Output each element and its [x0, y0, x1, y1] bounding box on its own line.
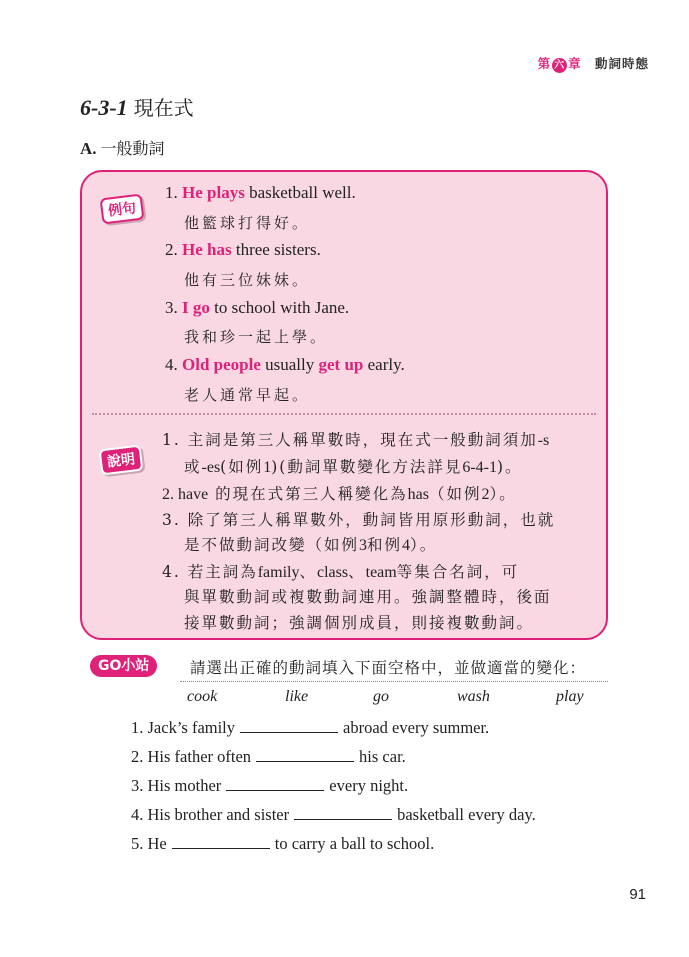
- example-1-num: 1.: [165, 183, 178, 202]
- exercise-3: [131, 776, 408, 796]
- subsection-title: [80, 136, 165, 159]
- note-1-ref-open: (如例: [220, 458, 264, 476]
- note-2-text: 的現在式第三人稱變化為: [208, 485, 408, 503]
- box-divider: [92, 413, 596, 415]
- word-play: play: [556, 688, 584, 705]
- example-3: [165, 298, 349, 318]
- exercise-2-pre: 2. His father often: [131, 747, 252, 766]
- example-3-highlight: I go: [182, 298, 210, 317]
- exercise-5-post: to carry a ball to school.: [274, 834, 435, 853]
- note-2: [162, 482, 517, 504]
- example-badge: 例句: [100, 194, 145, 225]
- word-wash: wash: [457, 688, 490, 705]
- example-1: [165, 183, 356, 203]
- note-1-suffix-es: -es: [201, 459, 221, 476]
- note-1-ref-num: 1: [263, 459, 272, 476]
- exercise-1-post: abroad every summer.: [343, 718, 490, 737]
- example-4-rest: early.: [363, 355, 405, 374]
- note-4-class: class: [317, 564, 349, 581]
- exercise-5-blank[interactable]: [172, 836, 270, 849]
- note-4-sep-2: 、: [348, 563, 366, 581]
- note-1-line-2: [184, 455, 523, 477]
- note-2-have: 2. have: [162, 486, 209, 503]
- note-4-line-2: 與單數動詞或複數動詞連用。強調整體時，後面: [184, 588, 552, 606]
- exercise-4-blank[interactable]: [294, 807, 392, 820]
- note-2-has: has: [407, 486, 429, 503]
- note-4-line-1: [162, 560, 519, 582]
- word-cook: cook: [187, 688, 218, 705]
- note-4-team: team: [365, 564, 397, 581]
- chapter-number: 六: [554, 60, 566, 71]
- note-4-line-3: 接單數動詞；強調個別成員，則接複數動詞。: [184, 614, 535, 632]
- word-like: like: [285, 688, 309, 705]
- example-1-highlight: He plays: [182, 183, 245, 202]
- note-1-ref-section: 6-4-1: [462, 459, 497, 476]
- exercise-4: [131, 805, 536, 825]
- note-4-sep-1: 、: [299, 563, 317, 581]
- example-4-mid: usually: [260, 355, 319, 374]
- note-1-or: 或: [184, 458, 202, 476]
- exercise-3-pre: 3. His mother: [131, 776, 222, 795]
- subsection-title-zh: 一般動詞: [100, 139, 165, 158]
- note-3-and: 和例: [367, 536, 403, 554]
- section-title-zh: 現在式: [133, 96, 194, 120]
- word-go: go: [373, 688, 389, 705]
- note-3-line-1: 3. 除了第三人稱單數外，動詞皆用原形動詞，也就: [162, 511, 556, 529]
- section-title: [80, 92, 194, 121]
- example-1-rest: basketball well.: [244, 183, 356, 202]
- page-number: 91: [629, 886, 646, 903]
- exercise-4-post: basketball every day.: [397, 805, 536, 824]
- exercise-5-pre: 5. He: [131, 834, 167, 853]
- example-2-rest: three sisters.: [231, 240, 321, 259]
- note-4-text: 4. 若主詞為: [162, 563, 258, 581]
- note-4-family: family: [257, 564, 300, 581]
- example-2-highlight: He has: [182, 240, 232, 259]
- exercise-4-pre: 4. His brother and sister: [131, 805, 290, 824]
- note-1-text: 1. 主詞是第三人稱單數時，現在式一般動詞須加: [162, 431, 538, 449]
- exercise-2-blank[interactable]: [256, 749, 354, 762]
- example-4-highlight: Old people: [182, 355, 261, 374]
- example-2-num: 2.: [165, 240, 178, 259]
- exercise-5: [131, 834, 434, 854]
- example-4: [165, 355, 405, 375]
- chapter-suffix: 章: [568, 56, 582, 71]
- note-3-line-2: [184, 533, 437, 555]
- note-1-suffix-s: -s: [537, 432, 550, 449]
- exercise-3-blank[interactable]: [226, 778, 324, 791]
- note-3-ref-3: 3: [359, 537, 368, 554]
- example-1-zh: 他籃球打得好。: [184, 214, 311, 232]
- example-2-zh: 他有三位妹妹。: [184, 271, 311, 289]
- word-bank-line: [180, 681, 608, 682]
- example-3-rest: to school with Jane.: [209, 298, 350, 317]
- exercise-1-pre: 1. Jack’s family: [131, 718, 236, 737]
- example-3-zh: 我和珍一起上學。: [184, 328, 329, 346]
- chapter-topic: 動詞時態: [594, 56, 649, 71]
- note-1-ref-close: )。: [497, 458, 523, 476]
- example-4-num: 4.: [165, 355, 178, 374]
- example-4-zh: 老人通常早起。: [184, 386, 311, 404]
- example-2: [165, 240, 321, 260]
- go-tip-badge: GO小站: [90, 655, 157, 677]
- exercise-2: [131, 747, 406, 767]
- note-2-ref-num: 2: [481, 486, 490, 503]
- example-3-num: 3.: [165, 298, 178, 317]
- tip-instruction: 請選出正確的動詞填入下面空格中，並做適當的變化：: [190, 659, 587, 677]
- chapter-prefix: 第: [537, 56, 552, 71]
- exercise-1: [131, 718, 489, 738]
- note-3-text: 是不做動詞改變（如例: [184, 536, 360, 554]
- note-4-text-end: 等集合名詞，可: [396, 563, 520, 581]
- example-4-highlight-2: get up: [318, 355, 364, 374]
- note-3-ref-4: 4: [402, 537, 411, 554]
- note-1-ref-detail: )(動詞單數變化方法詳見: [271, 458, 463, 476]
- exercise-3-post: every night.: [329, 776, 409, 795]
- explain-badge: 說明: [99, 445, 144, 476]
- subsection-label: A.: [80, 139, 97, 158]
- exercise-2-post: his car.: [359, 747, 406, 766]
- exercise-1-blank[interactable]: [240, 720, 338, 733]
- note-1-line-1: [162, 428, 549, 450]
- section-number: 6-3-1: [80, 95, 128, 120]
- running-header: [538, 54, 649, 73]
- note-2-ref-close: ）。: [489, 485, 517, 503]
- note-2-ref-open: （如例: [428, 485, 482, 503]
- note-3-close: ）。: [410, 536, 438, 554]
